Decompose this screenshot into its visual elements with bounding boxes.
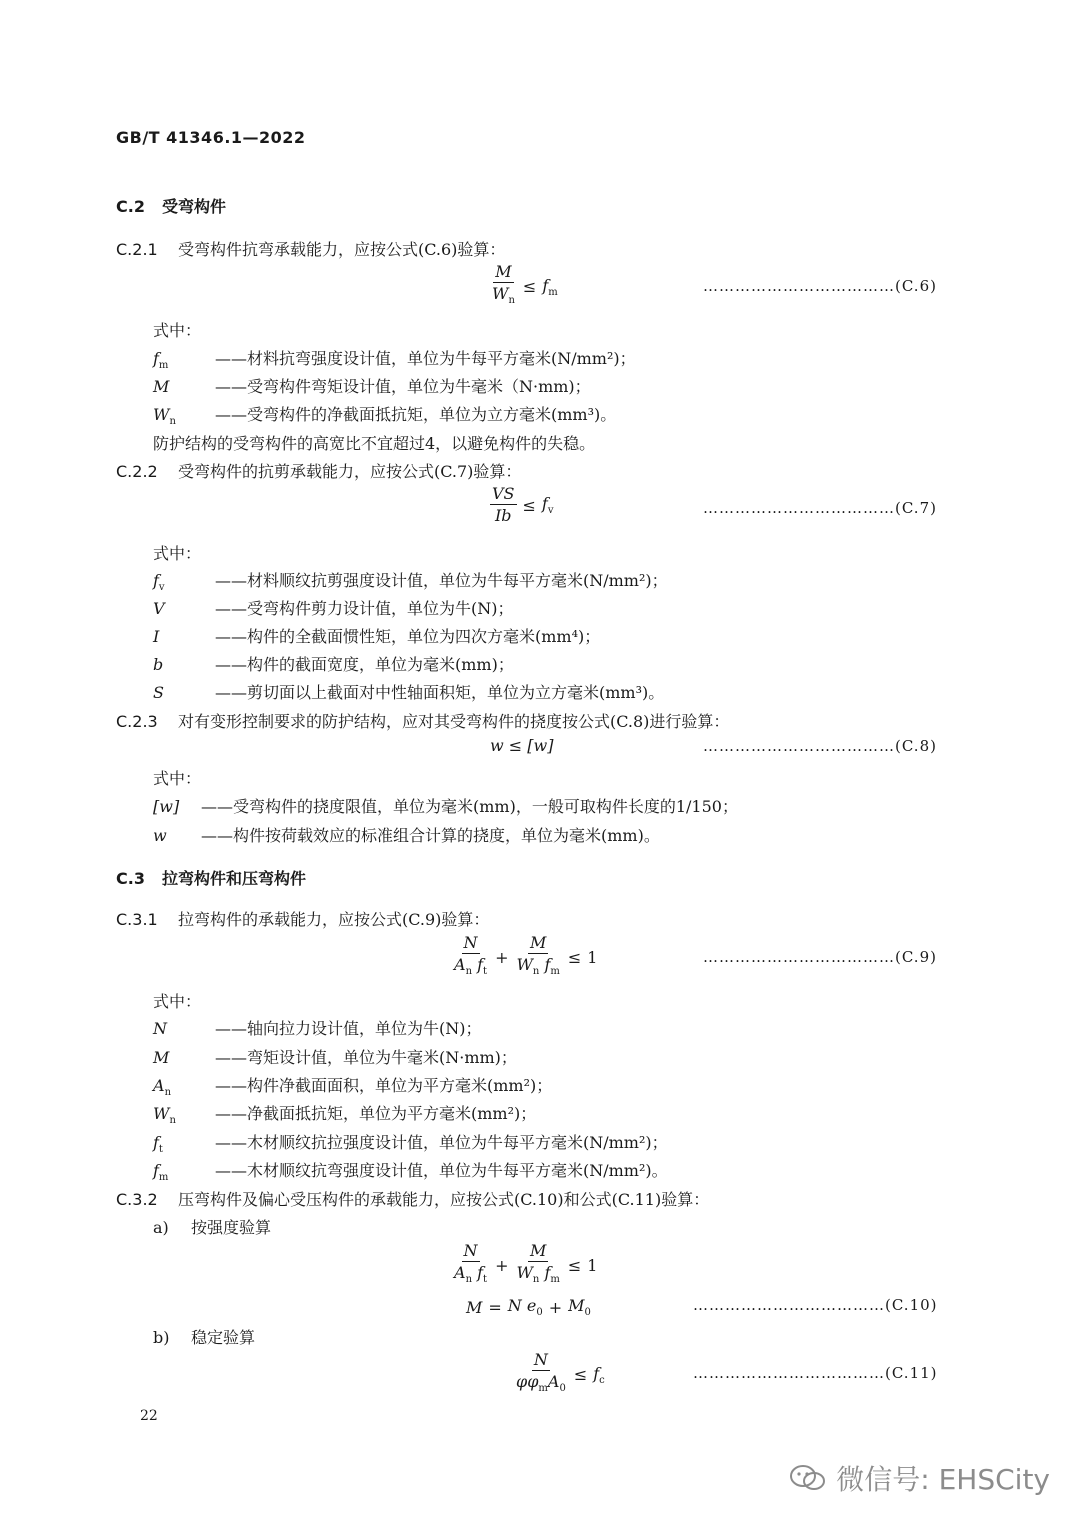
clause-text: 受弯构件抗弯承载能力，应按公式(C.6)验算： — [178, 240, 506, 259]
definition-row — [153, 1101, 536, 1126]
definition-text: ——材料抗弯强度设计值，单位为牛每平方毫米(N/mm²)； — [215, 349, 636, 368]
definition-row — [153, 680, 664, 705]
definition-text: ——受弯构件弯矩设计值，单位为牛毫米（N·mm)； — [215, 377, 591, 396]
numerator: M — [495, 262, 512, 281]
definition-text: ——剪切面以上截面对中性轴面积矩，单位为立方毫米(mm³)。 — [215, 683, 665, 702]
list-item-a — [153, 1215, 271, 1238]
where-label: 式中： — [153, 321, 202, 340]
plus-sign: + — [495, 1256, 509, 1276]
rhs: 1 — [587, 1256, 598, 1276]
definition-text: ——受弯构件的挠度限值，单位为毫米(mm)，一般可取构件长度的1/150； — [201, 797, 738, 816]
symbol: M — [153, 377, 170, 396]
definition-row — [153, 652, 514, 677]
symbol: $W_n$ — [153, 405, 176, 428]
list-item-b — [153, 1325, 255, 1348]
formula-c8: w ≤ [w] — [490, 736, 554, 755]
denominator: $W_n$ — [492, 284, 515, 307]
wechat-icon — [788, 1463, 828, 1493]
definition-row — [153, 402, 616, 427]
standard-number: GB/T 41346.1—2022 — [116, 128, 306, 147]
symbol: S — [153, 683, 164, 702]
symbol: $f_v$ — [153, 571, 165, 594]
where-label: 式中： — [153, 769, 202, 788]
fraction: $\frac{M}{W_n f_m}$ — [516, 933, 560, 978]
definition-text: ——受弯构件剪力设计值，单位为牛(N)； — [215, 599, 514, 618]
symbol: $f_m$ — [153, 349, 169, 372]
definition-row — [153, 568, 668, 593]
rhs: 1 — [587, 948, 598, 968]
definition-row — [153, 1073, 552, 1098]
clause-number: C.2.1 — [116, 240, 158, 259]
equation-number-c11: ………………………………(C.11) — [693, 1364, 938, 1382]
fraction — [490, 485, 517, 525]
clause-c2-2 — [116, 459, 521, 482]
where-label: 式中： — [153, 992, 202, 1011]
symbol: V — [153, 599, 165, 618]
formula-c7 — [490, 485, 554, 525]
equation-number-c10: ………………………………(C.10) — [693, 1296, 938, 1314]
clause-number: C.2.2 — [116, 462, 158, 481]
section-number: C.3 — [116, 869, 145, 888]
note-text: 防护结构的受弯构件的高宽比不宜超过4，以避免构件的失稳。 — [153, 434, 596, 453]
definition-row — [153, 823, 660, 846]
definition-text: ——木材顺纹抗弯强度设计值，单位为牛每平方毫米(N/mm²)。 — [215, 1161, 668, 1180]
fraction: $\frac{N}{\varphi\varphi_mA_0}$ — [516, 1350, 566, 1395]
fraction: $\frac{N}{A_n f_t}$ — [454, 933, 488, 978]
clause-text: 压弯构件及偏心受压构件的承载能力，应按公式(C.10)和公式(C.11)验算： — [178, 1190, 710, 1209]
fraction: $\frac{N}{A_n f_t}$ — [454, 1241, 488, 1286]
definition-text: ——构件的全截面惯性矩，单位为四次方毫米(mm⁴)； — [215, 627, 601, 646]
formula-c10-strength — [452, 1242, 597, 1289]
definition-row — [153, 596, 514, 621]
formula-c11 — [514, 1351, 605, 1398]
definition-text: ——材料顺纹抗剪强度设计值，单位为牛每平方毫米(N/mm²)； — [215, 571, 668, 590]
relation-sign: ≤ — [573, 1365, 588, 1385]
formula-c10-moment: M = N $e_0$ + $M_0$ — [466, 1296, 591, 1319]
clause-text: 对有变形控制要求的防护结构，应对其受弯构件的挠度按公式(C.8)进行验算： — [178, 712, 730, 731]
equation-number-c6: ………………………………(C.6) — [703, 277, 937, 295]
clause-c3-2 — [116, 1187, 709, 1210]
symbol: $f_t$ — [153, 1133, 163, 1156]
list-text: 稳定验算 — [191, 1328, 256, 1347]
relation-sign: ≤ — [567, 948, 582, 968]
relation-sign: ≤ — [522, 277, 537, 297]
clause-text: 拉弯构件的承载能力，应按公式(C.9)验算： — [178, 910, 490, 929]
watermark — [788, 1458, 1050, 1498]
equation-number-c7: ………………………………(C.7) — [703, 499, 937, 517]
definition-text: ——构件按荷载效应的标准组合计算的挠度，单位为毫米(mm)。 — [201, 826, 660, 845]
symbol: $A_n$ — [153, 1076, 172, 1099]
clause-c2-3 — [116, 709, 729, 732]
clause-number: C.2.3 — [116, 712, 158, 731]
numerator: VS — [492, 484, 515, 503]
section-title: 受弯构件 — [162, 197, 227, 216]
definition-row — [153, 374, 591, 399]
section-number: C.2 — [116, 197, 145, 216]
plus-sign: + — [495, 948, 509, 968]
symbol: b — [153, 655, 164, 674]
rhs: $f_m$ — [542, 275, 558, 298]
watermark-text: 微信号: EHSCity — [836, 1463, 1050, 1496]
definition-text: ——木材顺纹抗拉强度设计值，单位为牛每平方毫米(N/mm²)； — [215, 1133, 668, 1152]
definition-text: ——构件的截面宽度，单位为毫米(mm)； — [215, 655, 514, 674]
definition-text: ——轴向拉力设计值，单位为牛(N)； — [215, 1019, 482, 1038]
definition-text: ——构件净截面面积，单位为平方毫米(mm²)； — [215, 1076, 553, 1095]
rhs: $f_v$ — [541, 493, 554, 517]
where-label: 式中： — [153, 544, 202, 563]
list-text: 按强度验算 — [191, 1218, 272, 1237]
definition-text: ——受弯构件的净截面抵抗矩，单位为立方毫米(mm³)。 — [215, 405, 617, 424]
page-number: 22 — [140, 1408, 158, 1424]
symbol: [w] — [153, 797, 180, 816]
fraction: $\frac{M}{W_n f_m}$ — [516, 1241, 560, 1286]
clause-c2-1 — [116, 237, 505, 260]
definition-row — [153, 624, 600, 649]
definition-row — [153, 1158, 668, 1183]
definition-row — [153, 1130, 668, 1155]
section-title: 拉弯构件和压弯构件 — [162, 869, 307, 888]
definition-row — [153, 794, 738, 817]
list-label: b) — [153, 1328, 170, 1347]
section-heading-c2 — [116, 194, 226, 217]
symbol: $W_n$ — [153, 1104, 176, 1127]
clause-number: C.3.2 — [116, 1190, 158, 1209]
formula-c6 — [490, 263, 558, 310]
definition-row — [153, 1045, 517, 1070]
fraction — [490, 263, 517, 310]
relation-sign: ≤ — [522, 495, 536, 515]
definition-row — [153, 1016, 482, 1041]
definition-row — [153, 346, 636, 371]
formula-c9 — [452, 934, 597, 981]
relation-sign: ≤ — [567, 1256, 582, 1276]
symbol: I — [153, 627, 160, 646]
equation-number-c9: ………………………………(C.9) — [703, 948, 937, 966]
list-label: a) — [153, 1218, 169, 1237]
symbol: w — [153, 826, 167, 845]
symbol: M — [153, 1048, 170, 1067]
section-heading-c3 — [116, 866, 306, 889]
definition-text: ——净截面抵抗矩，单位为平方毫米(mm²)； — [215, 1104, 537, 1123]
clause-c3-1 — [116, 907, 489, 930]
equation-number-c8: ………………………………(C.8) — [703, 737, 937, 755]
symbol: $f_m$ — [153, 1161, 169, 1184]
definition-text: ——弯矩设计值，单位为牛毫米(N·mm)； — [215, 1048, 517, 1067]
symbol: N — [153, 1019, 167, 1038]
clause-number: C.3.1 — [116, 910, 158, 929]
rhs: $f_c$ — [593, 1363, 605, 1386]
denominator: Ib — [494, 506, 512, 525]
clause-text: 受弯构件的抗剪承载能力，应按公式(C.7)验算： — [178, 462, 522, 481]
